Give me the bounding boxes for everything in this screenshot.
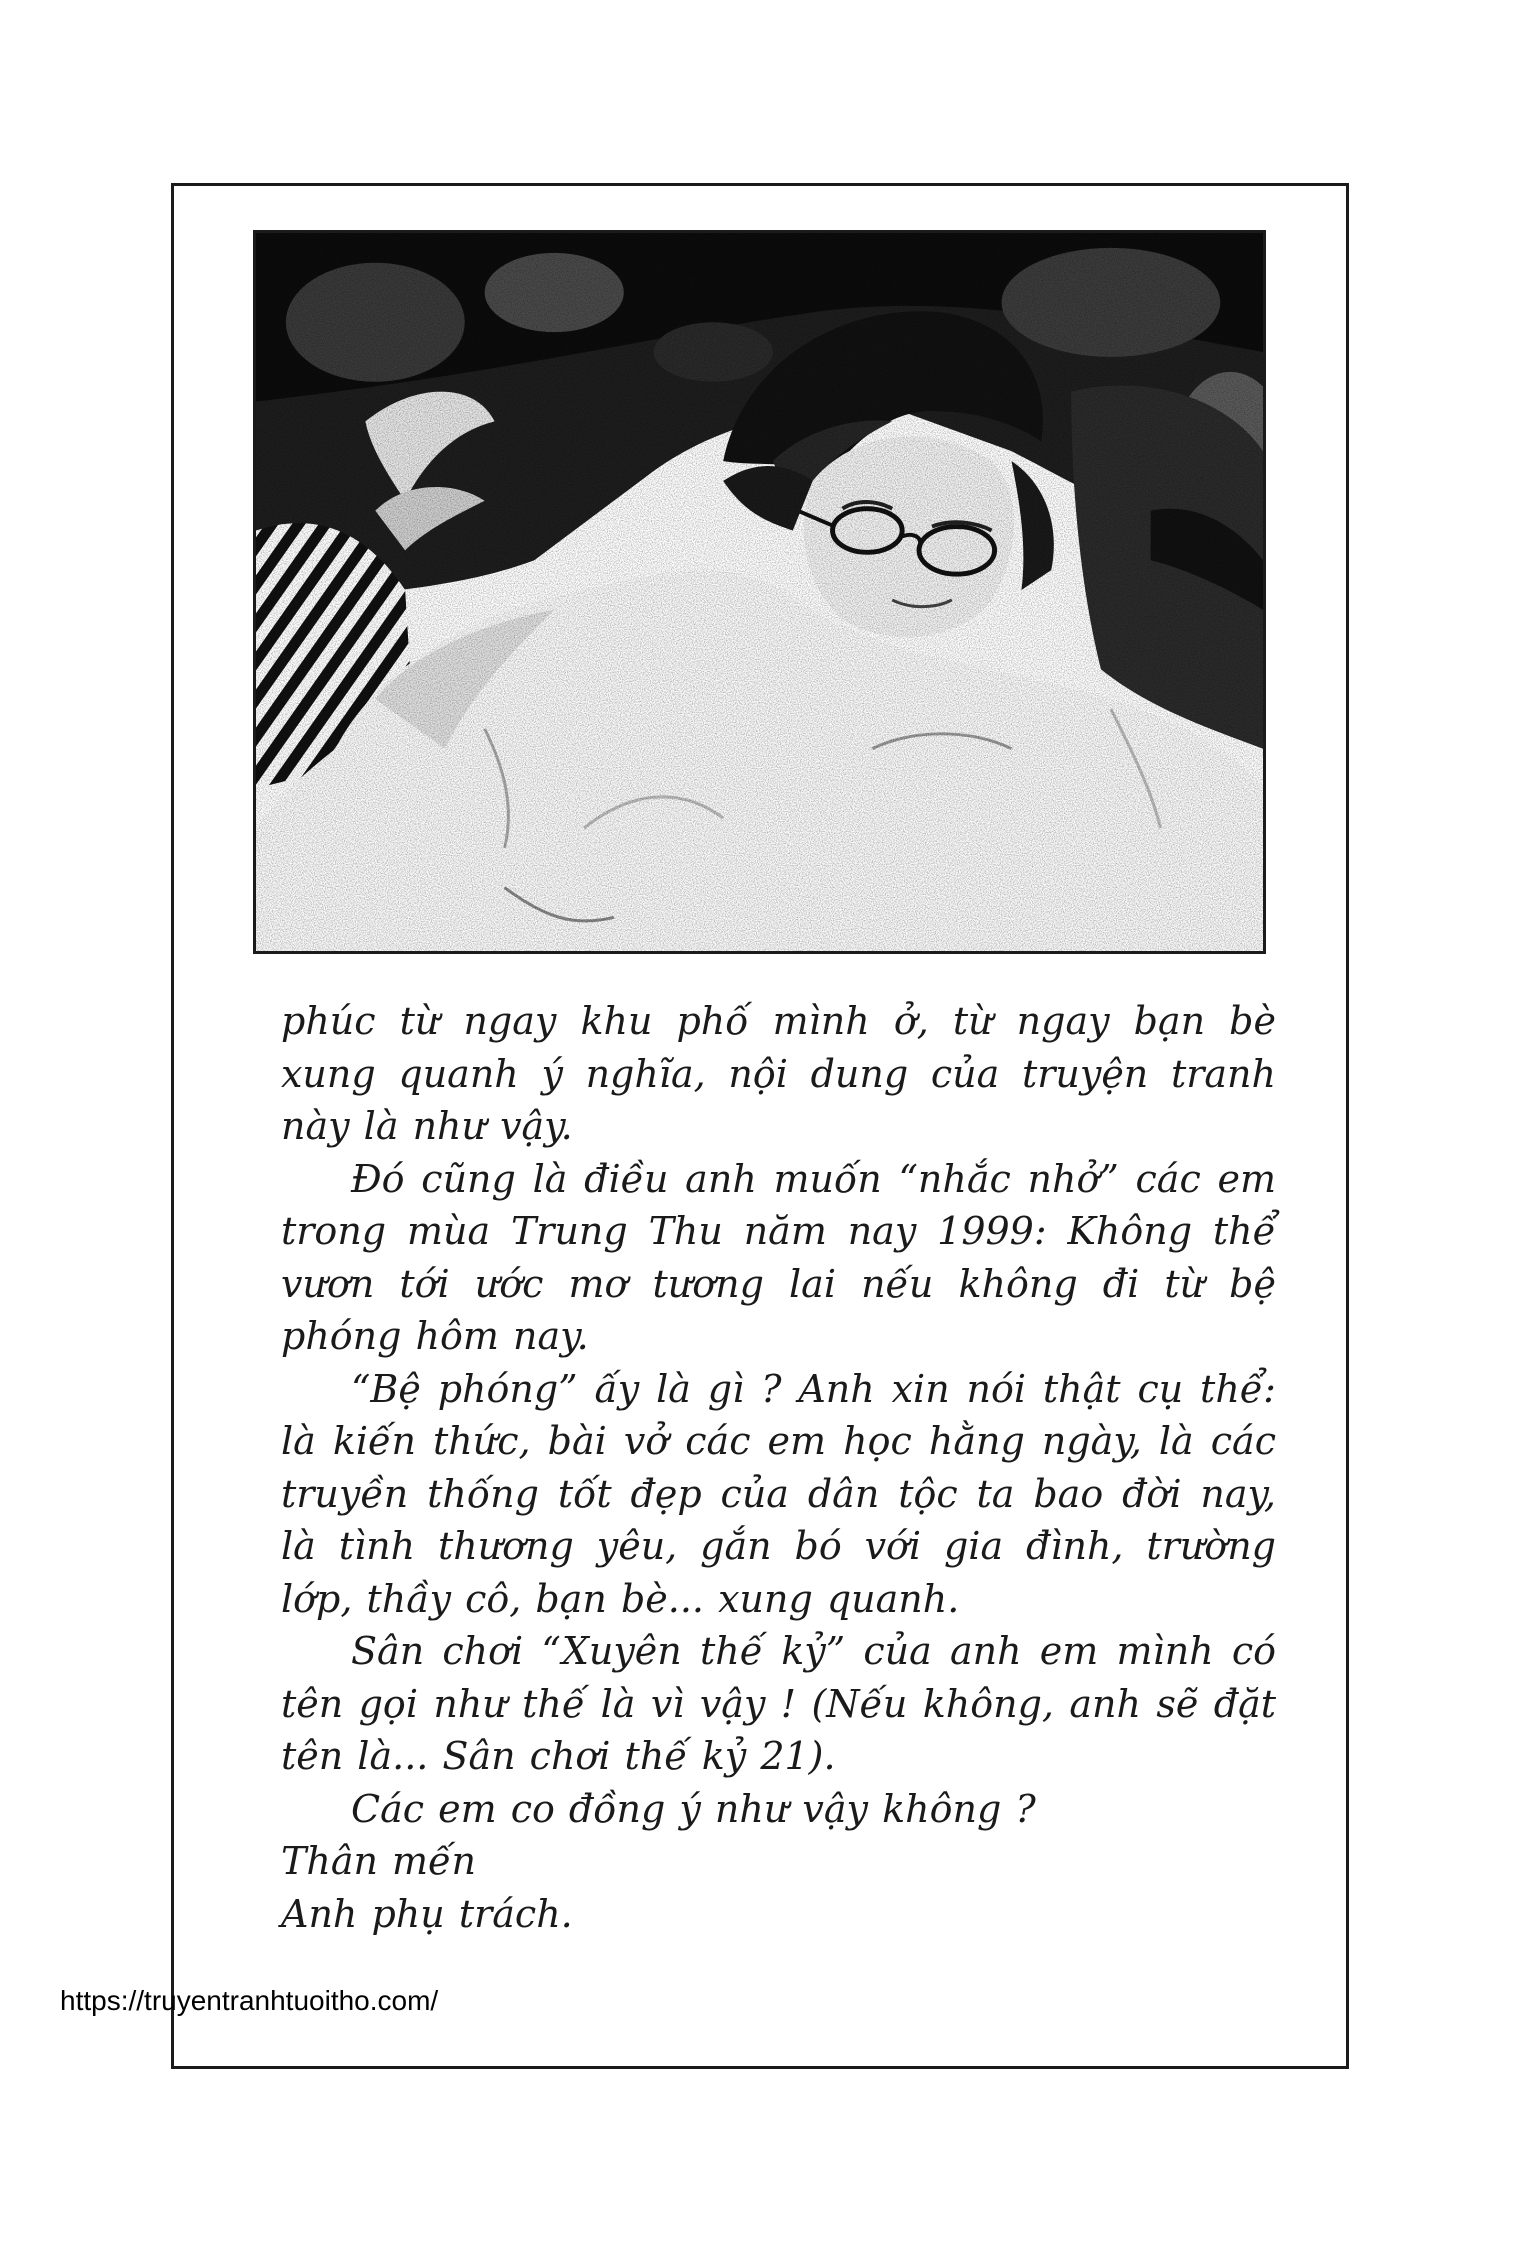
photo-image [256,233,1263,951]
paragraph-3: “Bệ phóng” ấy là gì ? Anh xin nói thật cụ thể: là kiến thức, bài vở các em học hằng ngày, là các truyền thống tốt đẹp của dân tộc ta bao đời nay, là tình thương yêu, gắn bó với gia đình, trường lớp, thầy cô, bạn bè... xung quanh. [281,1366,1276,1621]
letter-body [281,995,1276,1940]
signature-closing: Thân mến [281,1839,476,1883]
signature-author: Anh phụ trách. [281,1891,573,1936]
paragraph-1: phúc từ ngay khu phố mình ở, từ ngay bạn bè xung quanh ý nghĩa, nội dung của truyện tranh này là như vậy. [281,999,1276,1148]
paragraph-4: Sân chơi “Xuyên thế kỷ” của anh em mình có tên gọi như thế là vì vậy ! (Nếu không, anh sẽ đặt tên là... Sân chơi thế kỷ 21). [281,1629,1276,1778]
source-url-watermark[interactable]: https://truyentranhtuoitho.com/ [60,1985,439,2016]
author-photo [253,230,1266,954]
paragraph-5: Các em co đồng ý như vậy không ? [351,1786,1036,1831]
paragraph-2: Đó cũng là điều anh muốn “nhắc nhở” các em trong mùa Trung Thu năm nay 1999: Không thể vươn tới ước mơ tương lai nếu không đi từ bệ phóng hôm nay. [281,1156,1276,1358]
